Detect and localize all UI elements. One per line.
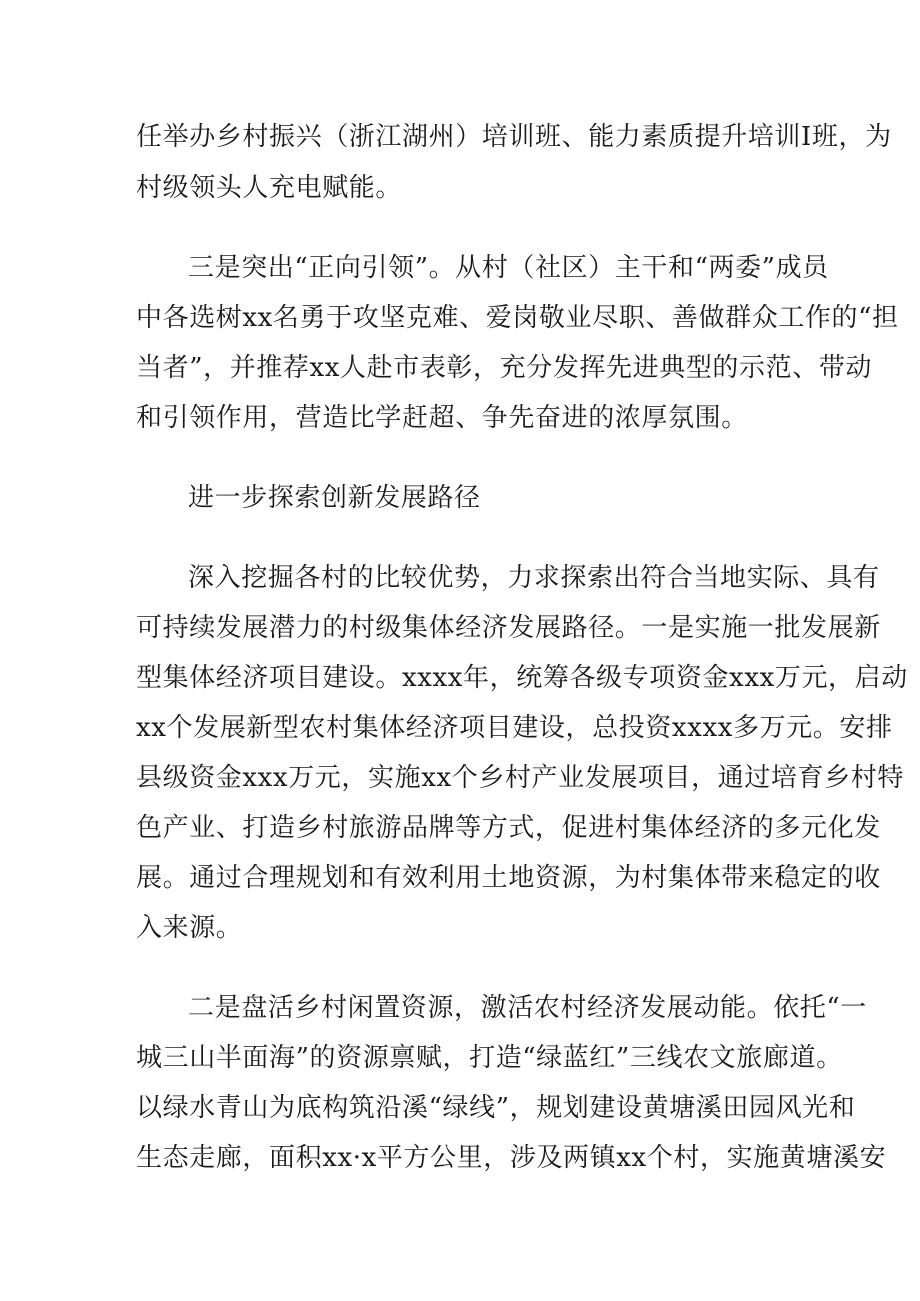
para4-line-4: 生态走廊，面积xx·x平方公里，涉及两镇xx个村，实施黄塘溪安: [136, 1143, 887, 1173]
para4-line-2: 城三山半面海”的资源禀赋，打造“绿蓝红”三线农文旅廊道。: [136, 1043, 843, 1073]
para3-line-6: 色产业、打造乡村旅游品牌等方式，促进村集体经济的多元化发: [136, 813, 881, 843]
para4-line-1: 二是盘活乡村闲置资源，激活农村经济发展动能。依托“一: [188, 993, 867, 1023]
para1-line-2: 村级领头人充电赋能。: [136, 173, 403, 203]
para1-line-1: 任举办乡村振兴（浙江湖州）培训班、能力素质提升培训I班，为: [136, 122, 892, 152]
para3-line-3: 型集体经济项目建设。xxxx年，统筹各级专项资金xxx万元，启动: [136, 663, 908, 693]
para3-line-2: 可持续发展潜力的村级集体经济发展路径。一是实施一批发展新: [136, 613, 881, 643]
para3-line-4: xx个发展新型农村集体经济项目建设，总投资xxxx多万元。安排: [136, 713, 893, 743]
para3-line-1: 深入挖掘各村的比较优势，力求探索出符合当地实际、具有: [188, 563, 880, 593]
para2-line-4: 和引领作用，营造比学赶超、争先奋进的浓厚氛围。: [136, 403, 748, 433]
para3-line-8: 入来源。: [136, 913, 243, 943]
para3-line-5: 县级资金xxx万元，实施xx个乡村产业发展项目，通过培育乡村特: [136, 763, 904, 793]
para4-line-3: 以绿水青山为底构筑沿溪“绿线”，规划建设黄塘溪田园风光和: [136, 1093, 856, 1123]
para2-line-3: 当者”，并推荐xx人赴市表彰，充分发挥先进典型的示范、带动: [136, 353, 873, 383]
para3-line-7: 展。通过合理规划和有效利用土地资源，为村集体带来稳定的收: [136, 863, 881, 893]
para2-line-2: 中各选树xx名勇于攻坚克难、爱岗敬业尽职、善做群众工作的“担: [136, 303, 899, 333]
section-heading: 进一步探索创新发展路径: [188, 483, 481, 513]
para2-line-1: 三是突出“正向引领”。从村（社区）主干和“两委”成员: [188, 253, 829, 283]
